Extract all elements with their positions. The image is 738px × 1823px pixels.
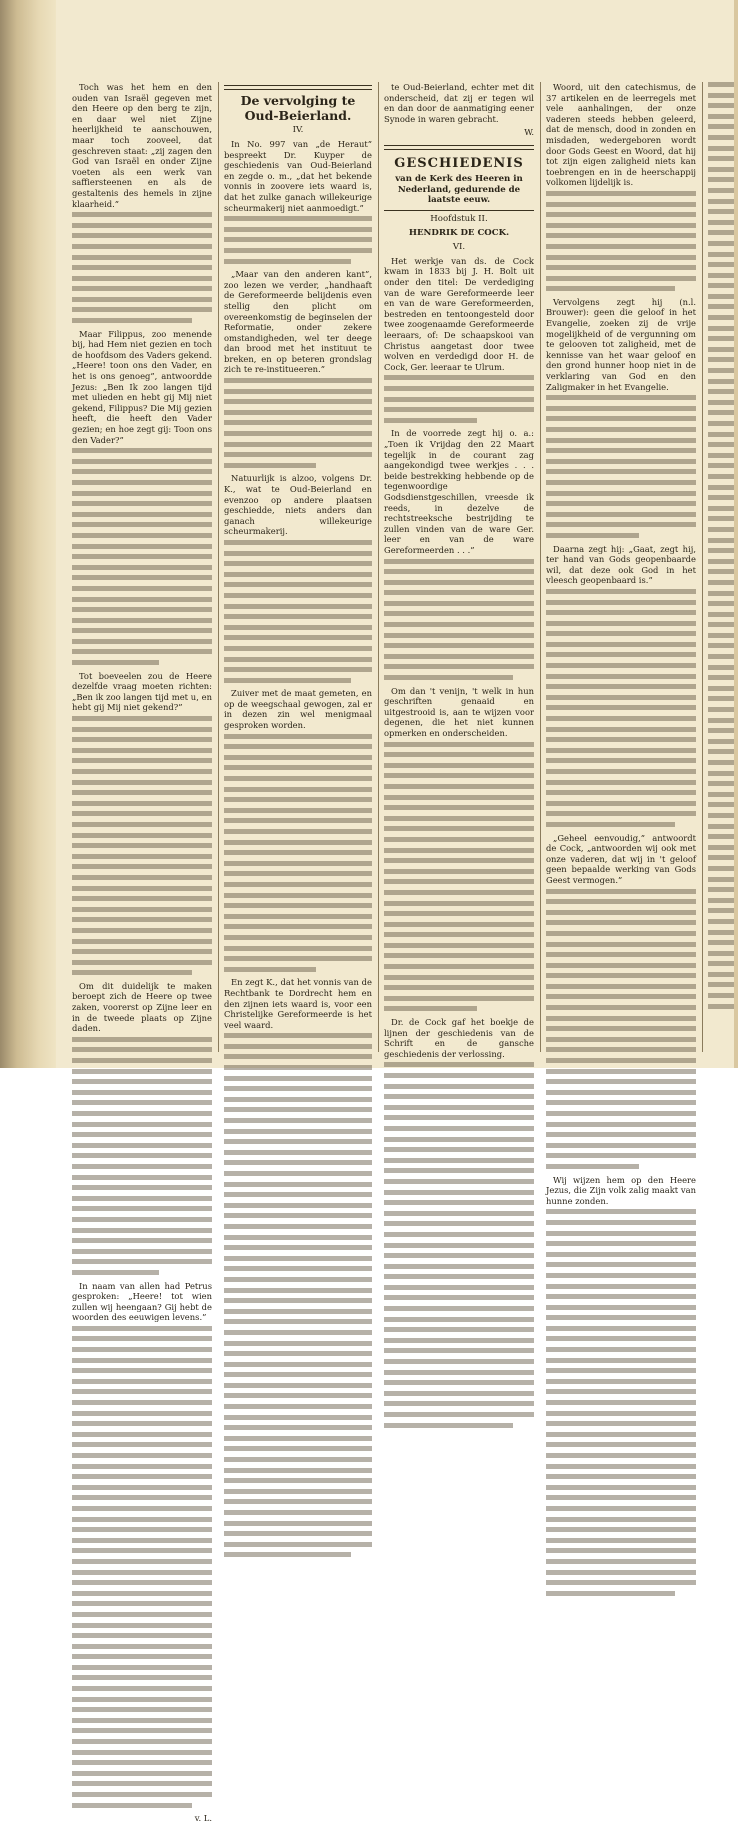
text-lines [546, 191, 696, 291]
text-lines [384, 742, 534, 1012]
paragraph: Het werkje van ds. de Cock kwam in 1833 bij J. H. Bolt uit onder den titel: De verdediging van de ware Gereformeerde leer en van de ware Gereformeerden, bestreden en tentoongesteld door twee zoogenaamde Gereformeerde leeraars, of: De schaapskooi van Christus aangetast door twee wolven en verdedigd door H. de Cock, Ger. leeraar te Ulrum. [384, 255, 534, 372]
text-lines [384, 1062, 534, 1427]
chapter-number: VI. [452, 241, 466, 252]
paragraph: Daarna zegt hij: „Gaat, zegt hij, ter hand van Gods geopenbaarde wil, dat deze ook God in het vleesch geopenbaard is.” [546, 543, 696, 586]
signature: v. L. [194, 1813, 212, 1823]
paragraph: Om dan 't venijn, 't welk in hun geschriften genaaid en uitgestrooid is, aan te wijzen voor degenen, die het niet kunnen opmerken en onderscheiden. [384, 685, 534, 738]
paragraph: Vervolgens zegt hij (n.l. Brouwer): geen die geloof in het Evangelie, zoeken zij de vrije mogelijkheid of de vergunning om te gelooven tot zaligheid, met de kennisse van het waar geloof en den grond hunner hoop niet in de verklaring van God en den Zaligmaker in het Evangelie. [546, 296, 696, 392]
column-divider [702, 82, 703, 1052]
article-title: De vervolging te Oud-Beierland. [240, 93, 356, 123]
paragraph: Tot boeveelen zou de Heere dezelfde vraag moeten richten: „Ben ik zoo langen tijd met u, en hebt gij Mij niet gekend?” [72, 670, 212, 713]
paragraph: Wij wijzen hem op den Heere Jezus, die Zijn volk zalig maakt van hunne zonden. [546, 1174, 696, 1206]
text-lines [224, 216, 372, 263]
signature: W. [524, 127, 534, 138]
paragraph: „Geheel eenvoudig,” antwoordt de Cock, „antwoorden wij ook met onze vaderen, dat wij in 't geloof geen bepaalde werking van Gods Geest vermogen.” [546, 832, 696, 885]
column-divider [540, 82, 541, 1052]
text-lines [72, 212, 212, 323]
paragraph: Toch was het hem en den ouden van Israël gegeven met den Heere op den berg te zijn, en daar wel niet Zijne heerlijkheid te aanschouwen, maar toch zooveel, dat geschreven staat: „zij zagen den God van Israël en onder Zijne voeten als een werk van saffiersteenen en als de gestaltenis des hemels in zijne klaarheid.” [72, 82, 212, 209]
column-5-partial [708, 82, 734, 1054]
section-title: GESCHIEDENIS [394, 156, 524, 172]
paragraph: Natuurlijk is alzoo, volgens Dr. K., wat te Oud-Beierland en evenzoo op andere plaatsen geschiedde, niets anders dan ganach willekeurige scheurmakerij. [224, 473, 372, 537]
paragraph: En zegt K., dat het vonnis van de Rechtbank te Dordrecht hem en den zijnen iets waard is, voor een Christelijke Gereformeerde is het veel waard. [224, 977, 372, 1030]
text-lines [224, 378, 372, 468]
column-1 [72, 82, 212, 1823]
text-lines [546, 889, 696, 1169]
text-lines [224, 540, 372, 683]
column-2 [224, 82, 372, 1054]
page-edge [734, 0, 738, 1068]
paragraph: In de voorrede zegt hij o. a.: „Toen ik Vrijdag den 22 Maart tegelijk in de courant zag aangekondigd twee werkjes . . . beide bestrekking hebbende op de tegenwoordige Godsdienstgeschillen, vreesde ik reeds, in dezelve de rechtstreeksche bestrijding te zullen vinden van de ware Ger. leer en van de ware Gereformeerden . . .” [384, 428, 534, 555]
paragraph: Dr. de Cock gaf het boekje de lijnen der geschiedenis van de Schrift en de gansche geschiedenis der verlossing. [384, 1017, 534, 1059]
text-lines [72, 716, 212, 975]
header-rule [384, 145, 534, 150]
column-3 [384, 82, 534, 1059]
text-lines [384, 559, 534, 681]
text-lines [224, 734, 372, 972]
paragraph: Woord, uit den catechismus, de 37 artikelen en de leerregels met vele aanhalingen, der onze vaderen steeds hebben geleerd, dat de mensch, dood in zonden en misdaden, wedergeboren wordt door Gods Geest en Woord, dat hij tot zijn eigen zaligheid niets kan toebrengen en in de heerschappij volkomen lijdelijk is. [546, 82, 696, 188]
text-lines [546, 1209, 696, 1595]
chapter-label: Hoofdstuk II. [430, 213, 488, 224]
book-spine [0, 0, 56, 1068]
column-divider [218, 82, 219, 1052]
newspaper-page [56, 0, 738, 1823]
text-lines [546, 589, 696, 827]
header-rule [384, 210, 534, 211]
paragraph: Om dit duidelijk te maken beroept zich de Heere op twee zaken, voorerst op Zijne leer en in de tweede plaats op Zijne daden. [72, 980, 212, 1034]
paragraph: Maar Filippus, zoo menende bij, had Hem niet gezien en toch de hoofdsom des Vaders gekend. „Heere! toon ons den Vader, en het is ons genoeg”, antwoordde Jezus: „Ben Ik zoo langen tijd met ulieden en hebt gij Mij niet gekend, Filippus? Die Mij gezien heeft, die heeft den Vader gezien; en hoe zegt gij: Toon ons den Vader?” [72, 328, 212, 445]
text-lines [546, 395, 696, 538]
text-lines [708, 82, 734, 1009]
text-lines [384, 375, 534, 422]
text-lines [72, 1037, 212, 1275]
paragraph: In No. 997 van „de Heraut” bespreekt Dr. Kuyper de geschiedenis van Oud-Beierland en zegde o. m., „dat het bekende vonnis in zoovere iets waard is, dat het zulke ganach willekeurige scheurmakerij niet aanmoedigt.” [224, 139, 372, 213]
section-headline: van de Kerk des Heeren in Nederland, gedurende de laatste eeuw. [395, 174, 523, 206]
text-lines [72, 448, 212, 665]
header-rule [224, 85, 372, 90]
text-lines [72, 1326, 212, 1808]
paragraph: Zuiver met de maat gemeten, en op de weegschaal gewogen, zal er in dezen zin wel menigmaal gesproken worden. [224, 688, 372, 731]
column-divider [378, 82, 379, 1052]
text-lines [224, 1033, 372, 1557]
chapter-name: HENDRIK DE COCK. [408, 227, 510, 238]
paragraph: In naam van allen had Petrus gesproken: „Heere! tot wien zullen wij heengaan? Gij hebt de woorden des eeuwigen levens.” [72, 1280, 212, 1323]
article-number: IV. [292, 125, 304, 135]
column-1-text [72, 82, 212, 1823]
paragraph: „Maar van den anderen kant”, zoo lezen we verder, „handhaaft de Gereformeerde belijdenis even stellig den plicht om overeenkomstig de beginselen der Reformatie, onder zekere omstandigheden, wel ter deege dan brood met het instituut te breken, en op beteren grondslag zich te re-institueeren.” [224, 269, 372, 375]
paragraph: te Oud-Beierland, echter met dit onderscheid, dat zij er tegen wil en dan door de aanmatiging eener Synode in waren gebracht. [384, 82, 534, 124]
column-4 [546, 82, 696, 1206]
